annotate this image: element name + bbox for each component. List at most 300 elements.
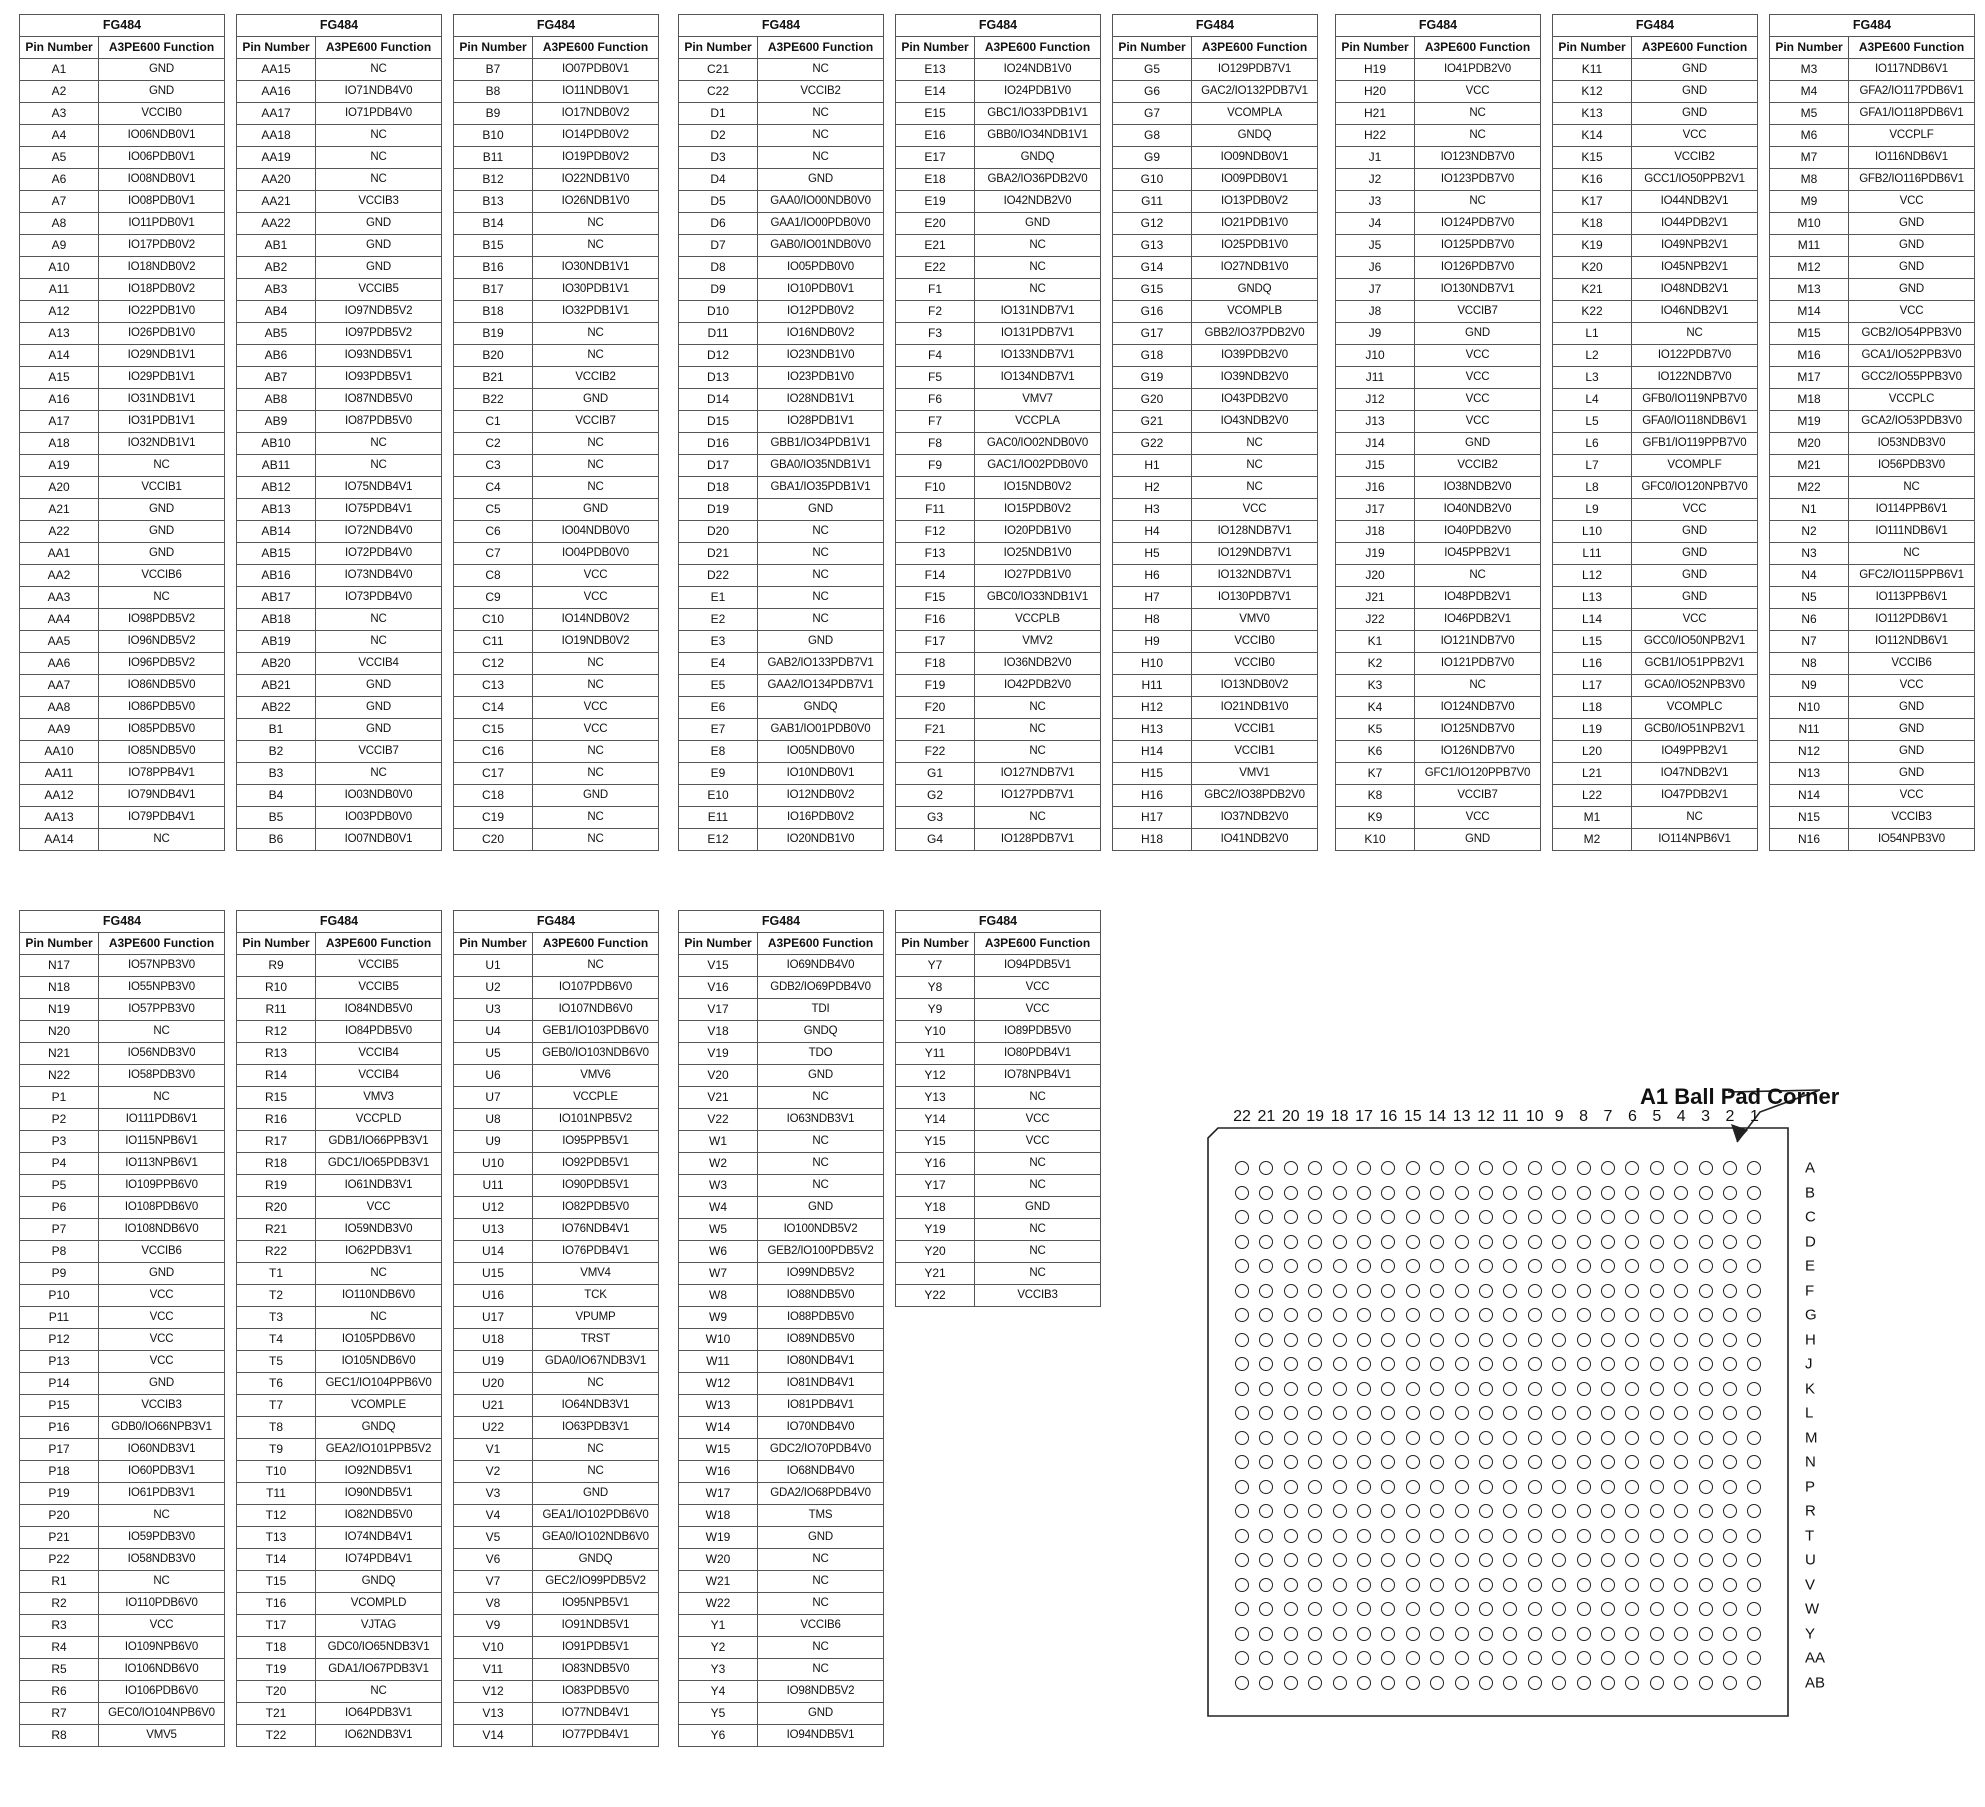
pin-number-cell: M4 xyxy=(1770,81,1849,103)
table-row xyxy=(20,1615,225,1637)
column-header-pin-number: Pin Number xyxy=(454,933,533,955)
pin-number-cell: P8 xyxy=(20,1241,99,1263)
table-row xyxy=(679,543,884,565)
pin-function-cell: IO64NDB3V1 xyxy=(533,1395,659,1417)
ball-pad xyxy=(1723,1578,1737,1592)
table-row xyxy=(1553,697,1758,719)
pin-number-cell: E7 xyxy=(679,719,758,741)
pin-number-cell: M8 xyxy=(1770,169,1849,191)
table-row xyxy=(1336,763,1541,785)
table-row xyxy=(1553,59,1758,81)
pin-function-cell: IO130NDB7V1 xyxy=(1415,279,1541,301)
pin-number-cell: M10 xyxy=(1770,213,1849,235)
pin-function-cell: VMV0 xyxy=(1192,609,1318,631)
pin-number-cell: U18 xyxy=(454,1329,533,1351)
ball-pad xyxy=(1235,1259,1249,1273)
ball-pad xyxy=(1284,1161,1298,1175)
pin-number-cell: AA7 xyxy=(20,675,99,697)
pin-number-cell: AB21 xyxy=(237,675,316,697)
pin-function-cell: VMV4 xyxy=(533,1263,659,1285)
pin-function-cell: NC xyxy=(533,807,659,829)
ball-pad xyxy=(1528,1333,1542,1347)
pin-function-cell: NC xyxy=(316,147,442,169)
ball-pad xyxy=(1357,1406,1371,1420)
pin-function-cell: NC xyxy=(533,1373,659,1395)
pin-number-cell: H16 xyxy=(1113,785,1192,807)
pin-function-cell: IO27PDB1V0 xyxy=(975,565,1101,587)
pin-function-cell: IO109PPB6V0 xyxy=(99,1175,225,1197)
pin-number-cell: R17 xyxy=(237,1131,316,1153)
pin-function-cell: IO08NDB0V1 xyxy=(99,169,225,191)
pin-number-cell: F18 xyxy=(896,653,975,675)
pin-number-cell: H15 xyxy=(1113,763,1192,785)
pin-function-cell: IO39PDB2V0 xyxy=(1192,345,1318,367)
table-row xyxy=(896,1021,1101,1043)
pin-number-cell: H11 xyxy=(1113,675,1192,697)
column-header-pin-number: Pin Number xyxy=(896,933,975,955)
column-label: 16 xyxy=(1379,1108,1398,1125)
ball-pad xyxy=(1650,1161,1664,1175)
pin-function-cell: IO46NDB2V1 xyxy=(1632,301,1758,323)
table-row xyxy=(20,213,225,235)
pin-number-cell: A19 xyxy=(20,455,99,477)
pin-function-cell: NC xyxy=(758,1131,884,1153)
table-row xyxy=(1336,807,1541,829)
pin-number-cell: E14 xyxy=(896,81,975,103)
table-row xyxy=(237,521,442,543)
table-row xyxy=(20,455,225,477)
column-header-pin-number: Pin Number xyxy=(20,37,99,59)
table-row xyxy=(1553,147,1758,169)
ball-pad xyxy=(1455,1431,1469,1445)
ball-pad xyxy=(1601,1651,1615,1665)
table-row xyxy=(20,279,225,301)
table-row xyxy=(20,1021,225,1043)
pin-number-cell: U16 xyxy=(454,1285,533,1307)
table-row xyxy=(237,1021,442,1043)
ball-pad xyxy=(1699,1161,1713,1175)
ball-pad xyxy=(1259,1186,1273,1200)
pin-number-cell: R6 xyxy=(20,1681,99,1703)
table-row xyxy=(454,1417,659,1439)
pin-number-cell: D18 xyxy=(679,477,758,499)
pin-number-cell: C19 xyxy=(454,807,533,829)
ball-pad xyxy=(1235,1333,1249,1347)
pin-number-cell: N3 xyxy=(1770,543,1849,565)
ball-pad xyxy=(1406,1235,1420,1249)
pin-number-cell: M9 xyxy=(1770,191,1849,213)
table-row xyxy=(679,829,884,851)
table-row xyxy=(1113,763,1318,785)
pin-number-cell: F4 xyxy=(896,345,975,367)
pin-function-cell: GEC0/IO104NPB6V0 xyxy=(99,1703,225,1725)
column-header-function: A3PE600 Function xyxy=(99,37,225,59)
pin-number-cell: G13 xyxy=(1113,235,1192,257)
ball-pad xyxy=(1357,1161,1371,1175)
pin-function-cell: GCC1/IO50PPB2V1 xyxy=(1632,169,1758,191)
ball-pad xyxy=(1577,1308,1591,1322)
pin-number-cell: L1 xyxy=(1553,323,1632,345)
pin-function-cell: IO98NDB5V2 xyxy=(758,1681,884,1703)
table-row xyxy=(1336,433,1541,455)
ball-pad xyxy=(1601,1480,1615,1494)
table-row xyxy=(679,1681,884,1703)
table-row xyxy=(896,257,1101,279)
pin-number-cell: B6 xyxy=(237,829,316,851)
pin-number-cell: N11 xyxy=(1770,719,1849,741)
table-row xyxy=(20,1241,225,1263)
table-row xyxy=(679,1263,884,1285)
ball-pad xyxy=(1284,1357,1298,1371)
pin-number-cell: B1 xyxy=(237,719,316,741)
ball-pad xyxy=(1333,1676,1347,1690)
table-row xyxy=(1113,785,1318,807)
pin-number-cell: E4 xyxy=(679,653,758,675)
pin-number-cell: E12 xyxy=(679,829,758,851)
table-row xyxy=(20,147,225,169)
pin-function-cell: IO40NDB2V0 xyxy=(1415,499,1541,521)
pin-function-cell: VCCPLD xyxy=(316,1109,442,1131)
pin-function-cell: IO80NDB4V1 xyxy=(758,1351,884,1373)
table-row xyxy=(1770,257,1975,279)
table-row xyxy=(1113,411,1318,433)
table-row xyxy=(1336,367,1541,389)
pin-function-cell: IO133NDB7V1 xyxy=(975,345,1101,367)
table-row xyxy=(237,1483,442,1505)
pin-number-cell: K3 xyxy=(1336,675,1415,697)
ball-pad xyxy=(1723,1529,1737,1543)
pin-function-cell: GND xyxy=(758,1527,884,1549)
table-row xyxy=(237,741,442,763)
pin-number-cell: K16 xyxy=(1553,169,1632,191)
table-row xyxy=(20,1065,225,1087)
pin-number-cell: T21 xyxy=(237,1703,316,1725)
pin-number-cell: B9 xyxy=(454,103,533,125)
pin-number-cell: E13 xyxy=(896,59,975,81)
pin-function-cell: IO98PDB5V2 xyxy=(99,609,225,631)
ball-pad xyxy=(1528,1357,1542,1371)
pin-function-cell: GND xyxy=(758,1703,884,1725)
pin-number-cell: A5 xyxy=(20,147,99,169)
table-row xyxy=(454,1175,659,1197)
pin-function-cell: IO59NDB3V0 xyxy=(316,1219,442,1241)
table-row xyxy=(454,1219,659,1241)
ball-pad xyxy=(1577,1455,1591,1469)
pin-number-cell: L12 xyxy=(1553,565,1632,587)
row-label: U xyxy=(1805,1551,1816,1569)
ball-pad xyxy=(1601,1529,1615,1543)
ball-pad xyxy=(1455,1455,1469,1469)
ball-pad xyxy=(1577,1186,1591,1200)
ball-pad xyxy=(1479,1161,1493,1175)
pin-number-cell: F8 xyxy=(896,433,975,455)
table-row xyxy=(1770,631,1975,653)
ball-pad xyxy=(1503,1333,1517,1347)
table-row xyxy=(679,697,884,719)
table-row xyxy=(679,1285,884,1307)
pin-number-cell: H2 xyxy=(1113,477,1192,499)
table-row xyxy=(679,367,884,389)
pin-function-cell: GNDQ xyxy=(758,1021,884,1043)
table-row xyxy=(454,389,659,411)
pin-number-cell: L8 xyxy=(1553,477,1632,499)
pin-number-cell: V9 xyxy=(454,1615,533,1637)
table-row xyxy=(237,257,442,279)
ball-pad xyxy=(1625,1676,1639,1690)
pin-number-cell: G22 xyxy=(1113,433,1192,455)
pin-function-cell: TDI xyxy=(758,999,884,1021)
pin-number-cell: M20 xyxy=(1770,433,1849,455)
table-row xyxy=(1553,741,1758,763)
pin-function-cell: IO129PDB7V1 xyxy=(1192,59,1318,81)
ball-pad xyxy=(1503,1529,1517,1543)
table-row xyxy=(679,1461,884,1483)
table-row xyxy=(454,1087,659,1109)
ball-pad xyxy=(1723,1333,1737,1347)
pin-number-cell: J12 xyxy=(1336,389,1415,411)
pin-function-cell: VCOMPLA xyxy=(1192,103,1318,125)
pin-number-cell: E16 xyxy=(896,125,975,147)
table-row xyxy=(454,999,659,1021)
pin-function-cell: NC xyxy=(758,1593,884,1615)
table-row xyxy=(1553,455,1758,477)
pin-function-cell: NC xyxy=(758,1175,884,1197)
ball-pad xyxy=(1479,1259,1493,1273)
pin-number-cell: B13 xyxy=(454,191,533,213)
ball-pad xyxy=(1552,1676,1566,1690)
pin-function-cell: IO13PDB0V2 xyxy=(1192,191,1318,213)
table-row xyxy=(237,955,442,977)
ball-pad xyxy=(1699,1406,1713,1420)
pin-function-cell: IO94PDB5V1 xyxy=(975,955,1101,977)
table-row xyxy=(20,829,225,851)
ball-pad xyxy=(1455,1504,1469,1518)
pin-number-cell: J2 xyxy=(1336,169,1415,191)
table-row xyxy=(679,1571,884,1593)
pin-function-cell: IO39NDB2V0 xyxy=(1192,367,1318,389)
table-row xyxy=(896,1241,1101,1263)
table-row xyxy=(896,389,1101,411)
ball-pad xyxy=(1333,1627,1347,1641)
table-row xyxy=(679,59,884,81)
pin-number-cell: B18 xyxy=(454,301,533,323)
table-row xyxy=(237,1527,442,1549)
pin-function-cell: IO12NDB0V2 xyxy=(758,785,884,807)
ball-pad xyxy=(1625,1333,1639,1347)
table-row xyxy=(237,1087,442,1109)
pin-function-cell: IO32NDB1V1 xyxy=(99,433,225,455)
ball-pad xyxy=(1650,1186,1664,1200)
pin-function-cell: IO26NDB1V0 xyxy=(533,191,659,213)
pin-number-cell: C2 xyxy=(454,433,533,455)
pin-number-cell: F12 xyxy=(896,521,975,543)
ball-pad xyxy=(1479,1504,1493,1518)
table-row xyxy=(1553,257,1758,279)
pin-number-cell: K5 xyxy=(1336,719,1415,741)
pin-number-cell: Y5 xyxy=(679,1703,758,1725)
pin-number-cell: D12 xyxy=(679,345,758,367)
table-row xyxy=(1336,477,1541,499)
pin-number-cell: T7 xyxy=(237,1395,316,1417)
pin-function-cell: IO82PDB5V0 xyxy=(533,1197,659,1219)
ball-pad xyxy=(1650,1259,1664,1273)
pin-function-cell: NC xyxy=(758,147,884,169)
table-row xyxy=(1113,59,1318,81)
pin-number-cell: J10 xyxy=(1336,345,1415,367)
pin-number-cell: L6 xyxy=(1553,433,1632,455)
pin-number-cell: K14 xyxy=(1553,125,1632,147)
ball-pad xyxy=(1528,1676,1542,1690)
ball-pad xyxy=(1235,1455,1249,1469)
pin-number-cell: U20 xyxy=(454,1373,533,1395)
pin-number-cell: N18 xyxy=(20,977,99,999)
pin-number-cell: Y16 xyxy=(896,1153,975,1175)
pin-function-cell: NC xyxy=(99,587,225,609)
column-label: 7 xyxy=(1603,1108,1613,1125)
pin-function-cell: NC xyxy=(99,829,225,851)
pin-function-cell: IO15NDB0V2 xyxy=(975,477,1101,499)
ball-pad xyxy=(1333,1504,1347,1518)
table-row xyxy=(237,1659,442,1681)
ball-pad xyxy=(1430,1676,1444,1690)
table-row xyxy=(1770,345,1975,367)
pin-number-cell: K12 xyxy=(1553,81,1632,103)
row-label: D xyxy=(1805,1233,1816,1250)
pin-function-cell: IO106PDB6V0 xyxy=(99,1681,225,1703)
pin-number-cell: J4 xyxy=(1336,213,1415,235)
table-row xyxy=(679,345,884,367)
pin-function-cell: VCC xyxy=(1849,301,1975,323)
pin-function-cell: NC xyxy=(533,345,659,367)
pin-function-cell: IO96NDB5V2 xyxy=(99,631,225,653)
table-row xyxy=(1336,257,1541,279)
table-row xyxy=(1336,521,1541,543)
pin-function-cell: IO124PDB7V0 xyxy=(1415,213,1541,235)
row-label: Y xyxy=(1805,1625,1816,1642)
table-row xyxy=(454,1593,659,1615)
pin-number-cell: G15 xyxy=(1113,279,1192,301)
pin-function-cell: NC xyxy=(316,455,442,477)
ball-pad xyxy=(1357,1455,1371,1469)
pin-number-cell: V2 xyxy=(454,1461,533,1483)
table-row xyxy=(679,521,884,543)
table-row xyxy=(896,955,1101,977)
pin-number-cell: U9 xyxy=(454,1131,533,1153)
table-row xyxy=(454,955,659,977)
ball-pad xyxy=(1577,1382,1591,1396)
pin-function-cell: VCC xyxy=(533,587,659,609)
ball-pad xyxy=(1699,1627,1713,1641)
pin-function-cell: IO08PDB0V1 xyxy=(99,191,225,213)
ball-pad xyxy=(1503,1284,1517,1298)
pin-function-cell: IO11PDB0V1 xyxy=(99,213,225,235)
pin-number-cell: C15 xyxy=(454,719,533,741)
pin-function-cell: VPUMP xyxy=(533,1307,659,1329)
pin-table xyxy=(236,910,442,1747)
pin-function-cell: VCC xyxy=(1415,389,1541,411)
pin-function-cell: NC xyxy=(99,1505,225,1527)
table-row xyxy=(1770,323,1975,345)
table-row xyxy=(1336,345,1541,367)
pin-function-cell: VCCIB1 xyxy=(99,477,225,499)
table-row xyxy=(1113,675,1318,697)
ball-pad xyxy=(1625,1431,1639,1445)
row-label: AB xyxy=(1805,1674,1826,1691)
pin-function-cell: NC xyxy=(975,1219,1101,1241)
column-label: 10 xyxy=(1525,1108,1544,1125)
table-row xyxy=(20,1109,225,1131)
table-row xyxy=(1553,191,1758,213)
column-label: 9 xyxy=(1554,1108,1564,1125)
pin-number-cell: F20 xyxy=(896,697,975,719)
pin-function-cell: NC xyxy=(533,955,659,977)
table-row xyxy=(679,785,884,807)
pin-function-cell: IO26PDB1V0 xyxy=(99,323,225,345)
ball-pad xyxy=(1455,1553,1469,1567)
pin-function-cell: IO03NDB0V0 xyxy=(316,785,442,807)
table-row xyxy=(454,807,659,829)
pin-function-cell: GND xyxy=(975,1197,1101,1219)
column-header-pin-number: Pin Number xyxy=(1553,37,1632,59)
pin-number-cell: P18 xyxy=(20,1461,99,1483)
table-row xyxy=(454,1329,659,1351)
table-row xyxy=(20,999,225,1021)
table-row xyxy=(1113,455,1318,477)
ball-pad xyxy=(1357,1431,1371,1445)
pin-function-cell: VCCIB3 xyxy=(99,1395,225,1417)
ball-pad xyxy=(1747,1578,1761,1592)
pin-number-cell: J18 xyxy=(1336,521,1415,543)
pin-function-cell: IO19PDB0V2 xyxy=(533,147,659,169)
pin-function-cell: NC xyxy=(533,763,659,785)
ball-pad xyxy=(1723,1455,1737,1469)
pin-number-cell: U2 xyxy=(454,977,533,999)
ball-pad xyxy=(1235,1210,1249,1224)
pin-number-cell: M13 xyxy=(1770,279,1849,301)
pin-function-cell: IO121NDB7V0 xyxy=(1415,631,1541,653)
ball-pad xyxy=(1406,1578,1420,1592)
pin-function-cell: GAC0/IO02NDB0V0 xyxy=(975,433,1101,455)
pin-function-cell: IO87NDB5V0 xyxy=(316,389,442,411)
pin-function-cell: IO54NPB3V0 xyxy=(1849,829,1975,851)
pin-function-cell: GND xyxy=(1415,433,1541,455)
pin-function-cell: GBB0/IO34NDB1V1 xyxy=(975,125,1101,147)
ball-pad xyxy=(1455,1235,1469,1249)
pin-number-cell: N6 xyxy=(1770,609,1849,631)
pin-function-cell: GDC2/IO70PDB4V0 xyxy=(758,1439,884,1461)
pin-number-cell: B21 xyxy=(454,367,533,389)
table-row xyxy=(237,59,442,81)
table-row xyxy=(679,1395,884,1417)
table-row xyxy=(679,1725,884,1747)
pin-function-cell: IO45PPB2V1 xyxy=(1415,543,1541,565)
table-row xyxy=(237,455,442,477)
pin-number-cell: U1 xyxy=(454,955,533,977)
pin-function-cell: VCCIB5 xyxy=(316,955,442,977)
pin-function-cell: IO47PDB2V1 xyxy=(1632,785,1758,807)
table-row xyxy=(896,1087,1101,1109)
table-row xyxy=(237,1439,442,1461)
table-row xyxy=(1770,807,1975,829)
pin-function-cell: IO55NPB3V0 xyxy=(99,977,225,999)
table-row xyxy=(1113,389,1318,411)
ball-pad xyxy=(1552,1529,1566,1543)
table-row xyxy=(679,1439,884,1461)
pin-number-cell: G19 xyxy=(1113,367,1192,389)
ball-pad xyxy=(1650,1210,1664,1224)
table-row xyxy=(1336,675,1541,697)
pin-function-cell: VCCIB5 xyxy=(316,279,442,301)
